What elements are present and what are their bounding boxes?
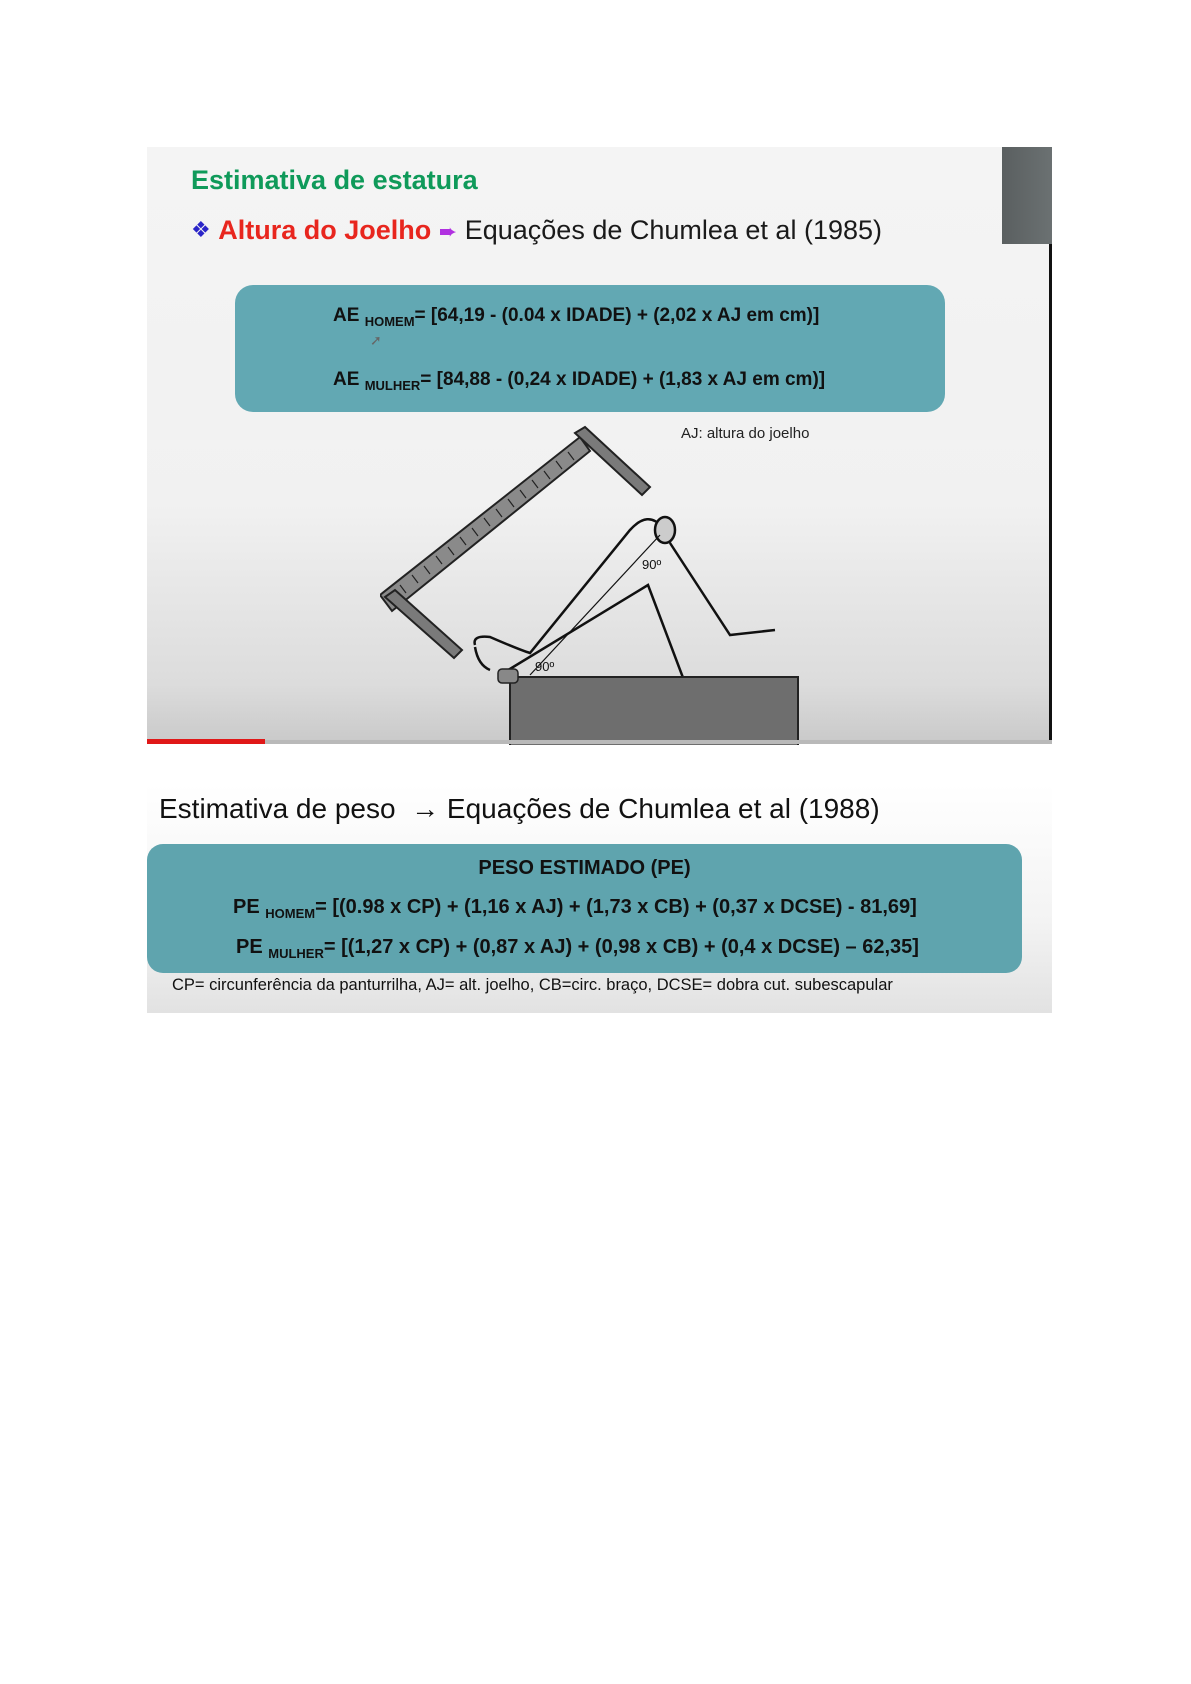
slide2-title-rest: Equações de Chumlea et al (1988) — [446, 793, 880, 824]
equation-pe-mulher — [236, 936, 919, 961]
video-progress-played[interactable] — [147, 739, 265, 744]
eq-subscript: HOMEM — [364, 314, 415, 329]
slide2-title — [159, 793, 880, 825]
heel-block — [498, 669, 518, 683]
weight-box-header: PESO ESTIMADO (PE) — [478, 857, 691, 879]
subtitle-text: Equações de Chumlea et al (1985) — [464, 215, 882, 245]
eq-prefix: PE — [236, 936, 263, 958]
angle-label-top: 90º — [642, 557, 662, 572]
diamond-bullet-icon: ❖ — [191, 217, 211, 242]
eq-subscript: MULHER — [364, 378, 421, 393]
slide2-title-main: Estimativa de peso — [159, 793, 396, 824]
video-progress-track[interactable] — [265, 740, 1052, 744]
aj-note: AJ: altura do joelho — [681, 425, 810, 442]
presenter-video-thumbnail — [1002, 147, 1052, 244]
caliper-icon — [380, 427, 650, 658]
knee-height-illustration — [380, 425, 820, 745]
exam-table — [510, 677, 798, 745]
arrow-right-icon: ➨ — [438, 219, 458, 244]
eq-prefix: AE — [333, 305, 360, 326]
equation-ae-mulher — [333, 369, 825, 393]
slide1-title: Estimativa de estatura — [191, 165, 478, 195]
eq-prefix: AE — [333, 369, 360, 390]
equation-pe-homem — [233, 896, 917, 921]
leg-drawing — [475, 517, 775, 683]
eq-subscript: MULHER — [268, 946, 324, 961]
arrow-right-icon: → — [411, 793, 440, 824]
abbreviations-footnote: CP= circunferência da panturrilha, AJ= alt. joelho, CB=circ. braço, DCSE= dobra cut. subescapular — [172, 976, 893, 994]
mouse-cursor-icon: ➚ — [370, 332, 382, 348]
equation-ae-homem — [333, 305, 819, 329]
eq-subscript: HOMEM — [265, 906, 316, 921]
eq-body: = [(1,27 x CP) + (0,87 x AJ) + (0,98 x CB) + (0,4 x DCSE) – 62,35] — [323, 936, 919, 958]
eq-body: = [(0.98 x CP) + (1,16 x AJ) + (1,73 x CB) + (0,37 x DCSE) - 81,69] — [315, 896, 917, 918]
angle-label-bottom: 90º — [535, 659, 555, 674]
eq-body: = [64,19 - (0.04 x IDADE) + (2,02 x AJ em cm)] — [414, 305, 820, 326]
subtitle-highlight: Altura do Joelho — [218, 215, 432, 245]
eq-body: = [84,88 - (0,24 x IDADE) + (1,83 x AJ em cm)] — [420, 369, 826, 390]
slide1-subtitle — [191, 215, 882, 246]
eq-prefix: PE — [233, 896, 260, 918]
slide-border-line — [1049, 244, 1052, 744]
